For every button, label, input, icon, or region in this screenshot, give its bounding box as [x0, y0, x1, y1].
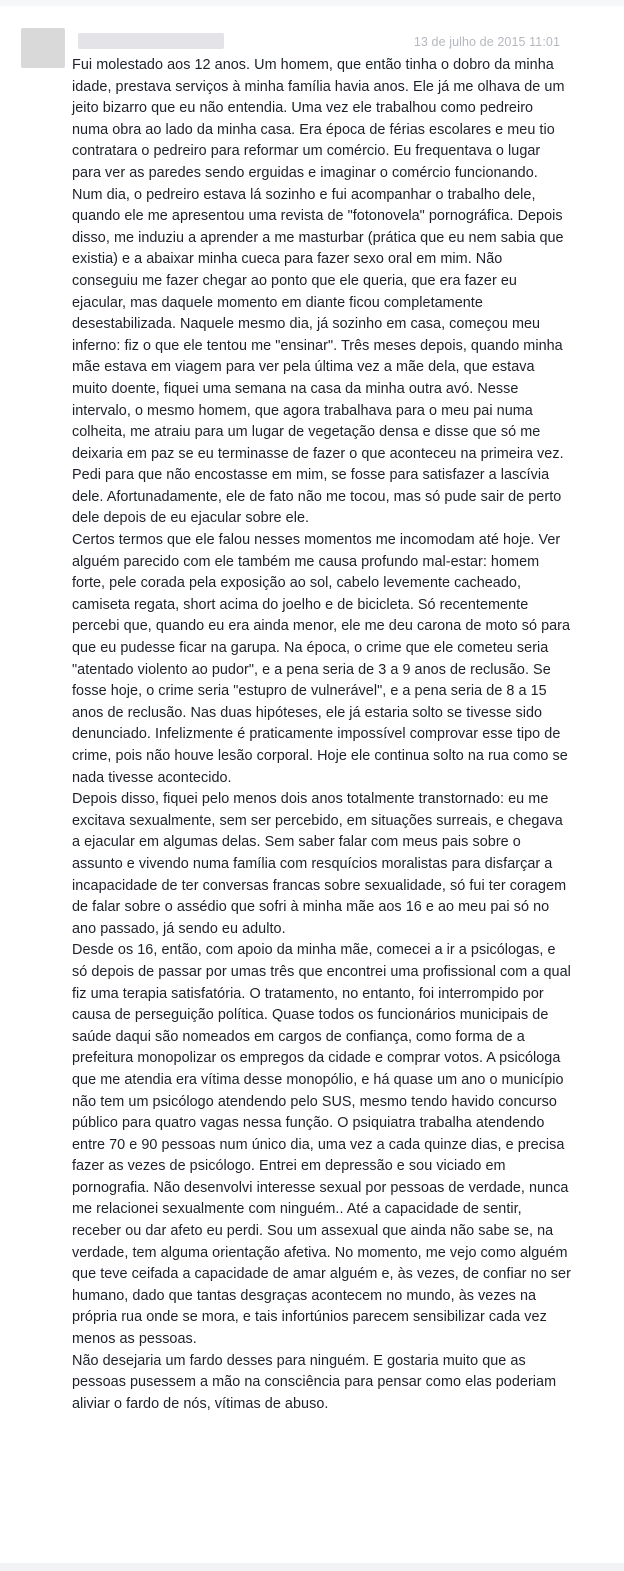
post-paragraph-4: Depois disso, fiquei pelo menos dois anos totalmente transtornado: eu me excitava sexualmente, sem ser percebido, em situações surreais, e chegava a ejacular em algumas delas. Sem saber falar com meus pais sobre o assunto e vivendo numa família com resquícios moralistas para disfarçar a incapacidade de ter conversas francas sobre sexualidade, só fui ter coragem de falar sobre o assédio que sofri à minha mãe aos 16 e ao meu pai só no ano passado, já sendo eu adulto. — [72, 791, 567, 937]
top-edge — [0, 0, 624, 6]
post-paragraph-5: Desde os 16, então, com apoio da minha mãe, comecei a ir a psicólogas, e só depois de passar por umas três que encontrei uma profissional com a qual fiz uma terapia satisfatória. O tratamento, no entanto, foi interrompido por causa de perseguição política. Quase todos os funcionários municipais de saúde daqui são nomeados em cargos de confiança, como forma de a prefeitura monopolizar os empregos da cidade e comprar votos. A psicóloga que me atendia era vítima desse monopólio, e há quase um ano o município não tem um psicólogo atendendo pelo SUS, mesmo tendo havido concurso público para quatro vagas nessa função. O psiquiatra trabalha atendendo entre 70 e 90 pessoas num único dia, uma vez a cada quinze dias, e precisa fazer as vezes de psicólogo. Entrei em depressão e sou viciado em pornografia. Não desenvolvi interesse sexual por pessoas de verdade, nunca me relacionei sexualmente com ninguém.. Até a capacidade de sentir, receber ou dar afeto eu perdi. Sou um assexual que ainda não sabe se, na verdade, tem alguma orientação afetiva. No momento, me vejo como alguém que teve ceifada a capacidade de amar alguém e, às vezes, de confiar no ser humano, dado que tantas desgraças acontecem no mundo, às vezes na própria rua onde se mora, e tais infortúnios parecem sensibilizar cada vez menos as pessoas. — [72, 942, 571, 1348]
post-paragraph-2: Num dia, o pedreiro estava lá sozinho e fui acompanhar o trabalho dele, quando ele me apresentou uma revista de "fotonovela" pornográfica. Depois disso, me induziu a aprender a me masturbar (prática que eu nem sabia que existia) e a abaixar minha cueca para fazer sexo oral em mim. Não conseguiu me fazer chegar ao ponto que ele queria, que era fazer eu ejacular, mas daquele momento em diante ficou completamente desestabilizada. Naquele mesmo dia, já sozinho em casa, começou meu inferno: fiz o que ele tentou me "ensinar". Três meses depois, quando minha mãe estava em viagem para ver pela última vez a mãe dela, que estava muito doente, fiquei uma semana na casa da minha outra avó. Nesse intervalo, o mesmo homem, que agora trabalhava para o meu pai numa colheita, me atraiu para um lugar de vegetação densa e disse que só me deixaria em paz se eu terminasse de fazer o que aconteceu na primeira vez. Pedi para que não encostasse em mim, se fosse para satisfazer a lascívia dele. Afortunadamente, ele de fato não me tocou, mas só pude sair de perto dele depois de eu ejacular sobre ele. — [72, 186, 564, 527]
bottom-edge — [0, 1563, 624, 1571]
post-paragraph-6: Não desejaria um fardo desses para ninguém. E gostaria muito que as pessoas pusessem a mão na consciência para pensar como elas poderiam aliviar o fardo de nós, vítimas de abuso. — [72, 1352, 557, 1412]
post-body — [72, 55, 572, 1415]
post-paragraph-3: Certos termos que ele falou nesses momentos me incomodam até hoje. Ver alguém parecido com ele também me causa profundo mal-estar: homem forte, pele corada pela exposição ao sol, cabelo levemente cacheado, camiseta regata, short acima do joelho e de bicicleta. Só recentemente percebi que, quando eu era ainda menor, ele me deu carona de moto só para que eu pudesse ficar na garupa. Na época, o crime que ele cometeu seria "atentado violento ao pudor", e a pena seria de 3 a 9 anos de reclusão. Se fosse hoje, o crime seria "estupro de vulnerável", e a pena seria de 8 a 15 anos de reclusão. Nas duas hipóteses, ele já estaria solto se tivesse sido denunciado. Infelizmente é praticamente impossível comprovar esse tipo de crime, pois não houve lesão corporal. Hoje ele continua solto na rua como se nada tivesse acontecido. — [72, 532, 571, 786]
avatar-blurred[interactable] — [21, 28, 65, 68]
post-paragraph-1: Fui molestado aos 12 anos. Um homem, que então tinha o dobro da minha idade, prestava serviços à minha família havia anos. Ele já me olhava de um jeito bizarro que eu não entendia. Uma vez ele trabalhou como pedreiro numa obra ao lado da minha casa. Era época de férias escolares e meu tio contratara o pedreiro para reformar um comércio. Eu frequentava o lugar para ver as paredes sendo erguidas e imaginar o comércio funcionando. — [72, 57, 565, 181]
post-timestamp[interactable]: 13 de julho de 2015 11:01 — [413, 35, 560, 49]
author-name-blurred[interactable] — [78, 33, 224, 49]
